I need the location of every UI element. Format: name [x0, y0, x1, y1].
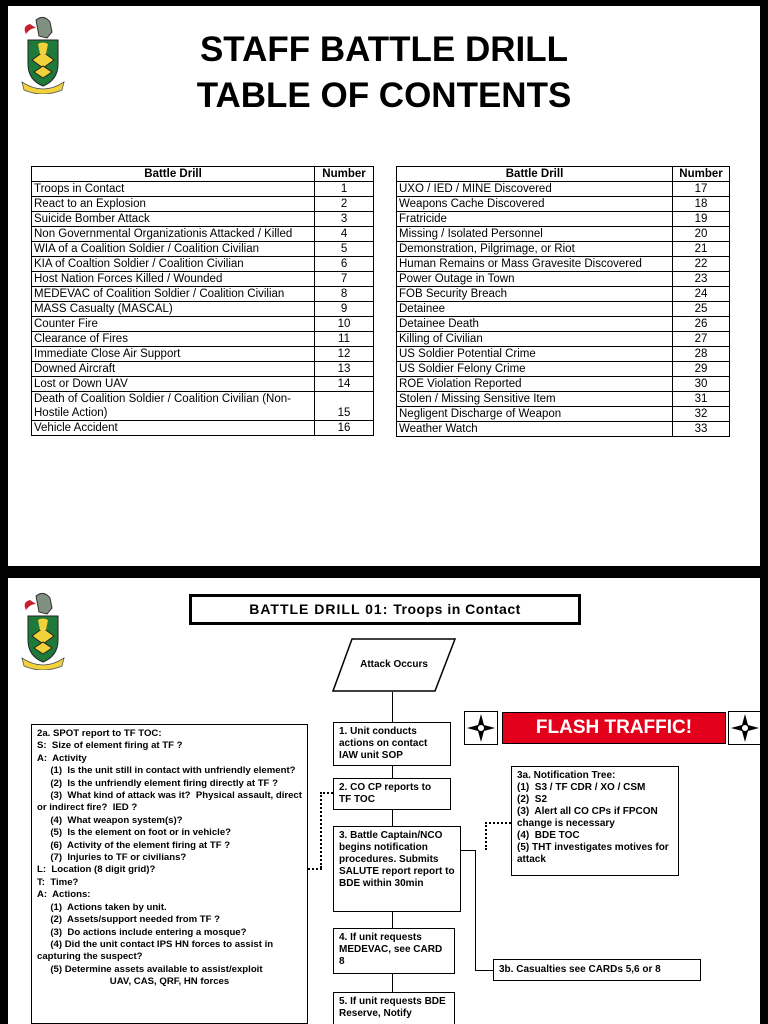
list-item: (2) Is the unfriendly element firing directly at TF ? — [37, 777, 278, 789]
toc-row — [397, 317, 730, 332]
flash-traffic-banner — [460, 709, 760, 747]
toc-row — [397, 257, 730, 272]
dotted-connector — [320, 792, 322, 868]
drill-name-cell: Clearance of Fires — [32, 332, 315, 347]
drill-number-cell: 26 — [673, 317, 730, 332]
drill-name-cell: Non Governmental Organizationis Attacked / Killed — [32, 227, 315, 242]
list-item: T: Time? — [37, 876, 79, 888]
toc-row — [32, 242, 374, 257]
toc-row — [32, 212, 374, 227]
toc-row — [32, 332, 374, 347]
drill-number-cell: 18 — [673, 197, 730, 212]
drill-number-cell: 33 — [673, 422, 730, 437]
step-4-box: 4. If unit requests MEDEVAC, see CARD 8 — [333, 928, 455, 974]
drill-banner-prefix: BATTLE DRILL 01: — [249, 601, 389, 617]
list-item: (3) Alert all CO CPs if FPCON change is necessary — [517, 806, 661, 829]
drill-name-cell: WIA of a Coalition Soldier / Coalition Civilian — [32, 242, 315, 257]
compass-rose-icon — [464, 711, 498, 745]
drill-number-cell: 23 — [673, 272, 730, 287]
drill-name-cell: Immediate Close Air Support — [32, 347, 315, 362]
toc-row — [397, 227, 730, 242]
drill-name-cell: UXO / IED / MINE Discovered — [397, 182, 673, 197]
drill-banner-title: Troops in Contact — [393, 601, 521, 617]
drill-number-cell: 12 — [315, 347, 374, 362]
dotted-connector — [485, 822, 511, 824]
drill-number-cell: 30 — [673, 377, 730, 392]
toc-row — [397, 347, 730, 362]
drill-number-cell: 16 — [315, 421, 374, 436]
toc-row — [397, 407, 730, 422]
drill-name-cell: Negligent Discharge of Weapon — [397, 407, 673, 422]
dotted-connector — [320, 792, 333, 794]
drill-number-cell: 5 — [315, 242, 374, 257]
dotted-connector — [485, 822, 487, 850]
drill-number-cell: 3 — [315, 212, 374, 227]
list-item: (3) What kind of attack was it? Physical assault, direct or indirect fire? IED ? — [37, 790, 305, 814]
drill-name-cell: Stolen / Missing Sensitive Item — [397, 392, 673, 407]
drill-name-cell: Detainee Death — [397, 317, 673, 332]
column-header-number: Number — [673, 167, 730, 182]
drill-name-cell: FOB Security Breach — [397, 287, 673, 302]
list-item: L: Location (8 digit grid)? — [37, 864, 156, 876]
drill-number-cell: 15 — [315, 392, 374, 421]
drill-number-cell: 7 — [315, 272, 374, 287]
drill-number-cell: 28 — [673, 347, 730, 362]
drill-name-cell: MEDEVAC of Coalition Soldier / Coalition Civilian — [32, 287, 315, 302]
column-header-drill: Battle Drill — [397, 167, 673, 182]
toc-row — [397, 422, 730, 437]
drill-number-cell: 9 — [315, 302, 374, 317]
drill-name-cell: Vehicle Accident — [32, 421, 315, 436]
column-header-number: Number — [315, 167, 374, 182]
drill-name-cell: Counter Fire — [32, 317, 315, 332]
drill-name-cell: Power Outage in Town — [397, 272, 673, 287]
drill-number-cell: 19 — [673, 212, 730, 227]
drill-name-cell: Missing / Isolated Personnel — [397, 227, 673, 242]
toc-row — [397, 287, 730, 302]
drill-number-cell: 31 — [673, 392, 730, 407]
drill-name-cell: ROE Violation Reported — [397, 377, 673, 392]
drill-number-cell: 17 — [673, 182, 730, 197]
list-item: (1) S3 / TF CDR / XO / CSM — [517, 782, 646, 793]
drill-banner — [189, 594, 581, 625]
list-item: S: Size of element firing at TF ? — [37, 740, 183, 752]
toc-row — [32, 182, 374, 197]
drill-number-cell: 1 — [315, 182, 374, 197]
list-item: (5) Is the element on foot or in vehicle? — [37, 827, 232, 839]
list-item: (6) Activity of the element firing at TF ? — [37, 839, 231, 851]
connector-line — [392, 692, 393, 722]
toc-row — [397, 377, 730, 392]
start-node-label: Attack Occurs — [360, 659, 428, 670]
drill-name-cell: Detainee — [397, 302, 673, 317]
toc-row — [32, 421, 374, 436]
drill-name-cell: Weather Watch — [397, 422, 673, 437]
drill-name-cell: Human Remains or Mass Gravesite Discovered — [397, 257, 673, 272]
connector-line — [392, 766, 393, 778]
list-item: A: Actions: — [37, 889, 91, 901]
toc-row — [32, 272, 374, 287]
step-2-box: 2. CO CP reports to TF TOC — [333, 778, 451, 810]
drill-name-cell: KIA of Coaltion Soldier / Coalition Civilian — [32, 257, 315, 272]
toc-row — [397, 242, 730, 257]
drill-name-cell: Fratricide — [397, 212, 673, 227]
drill-number-cell: 29 — [673, 362, 730, 377]
drill-number-cell: 22 — [673, 257, 730, 272]
flash-traffic-label: FLASH TRAFFIC! — [502, 712, 726, 744]
drill-name-cell: Host Nation Forces Killed / Wounded — [32, 272, 315, 287]
spot-report-box — [31, 724, 308, 1024]
drill-number-cell: 4 — [315, 227, 374, 242]
drill-number-cell: 14 — [315, 377, 374, 392]
toc-row — [397, 332, 730, 347]
toc-row — [397, 392, 730, 407]
list-item: (1) Actions taken by unit. — [37, 901, 167, 913]
drill-name-cell: US Soldier Felony Crime — [397, 362, 673, 377]
drill-number-cell: 11 — [315, 332, 374, 347]
drill-name-cell: Troops in Contact — [32, 182, 315, 197]
connector-line — [461, 850, 475, 851]
battle-drill-slide — [8, 578, 760, 1024]
toc-row — [32, 377, 374, 392]
drill-number-cell: 2 — [315, 197, 374, 212]
connector-line — [475, 850, 476, 970]
connector-line — [475, 970, 493, 971]
list-item: (2) S2 — [517, 794, 548, 805]
step-5-box: 5. If unit requests BDE Reserve, Notify — [333, 992, 455, 1024]
drill-number-cell: 21 — [673, 242, 730, 257]
toc-row — [397, 302, 730, 317]
toc-row — [32, 392, 374, 421]
drill-number-cell: 6 — [315, 257, 374, 272]
step-1-box: 1. Unit conducts actions on contact IAW unit SOP — [333, 722, 451, 766]
toc-row — [32, 227, 374, 242]
drill-name-cell: Killing of Civilian — [397, 332, 673, 347]
toc-row — [32, 287, 374, 302]
toc-row — [32, 302, 374, 317]
toc-row — [32, 197, 374, 212]
list-item: (5) THT investigates motives for attack — [517, 842, 672, 865]
list-item: UAV, CAS, QRF, HN forces — [109, 976, 230, 988]
toc-row — [397, 212, 730, 227]
list-item: 3a. Notification Tree: — [517, 770, 616, 781]
list-item: (4) BDE TOC — [517, 830, 580, 841]
list-item: (7) Injuries to TF or civilians? — [37, 852, 187, 864]
toc-title-line2: TABLE OF CONTENTS — [196, 76, 572, 115]
drill-number-cell: 8 — [315, 287, 374, 302]
toc-row — [32, 347, 374, 362]
list-item: (4) Did the unit contact IPS HN forces to assist in capturing the suspect? — [37, 938, 276, 963]
drill-name-cell: MASS Casualty (MASCAL) — [32, 302, 315, 317]
list-item: A: Activity — [37, 752, 87, 764]
unit-crest-icon — [20, 592, 66, 670]
list-item: (2) Assets/support needed from TF ? — [37, 914, 221, 926]
toc-row — [397, 362, 730, 377]
drill-number-cell: 25 — [673, 302, 730, 317]
drill-name-cell: Death of Coalition Soldier / Coalition Civilian (Non-Hostile Action) — [32, 392, 315, 421]
connector-line — [392, 810, 393, 826]
list-item: (1) Is the unit still in contact with unfriendly element? — [37, 765, 296, 777]
drill-name-cell: Lost or Down UAV — [32, 377, 315, 392]
dotted-connector — [308, 868, 322, 870]
drill-name-cell: Downed Aircraft — [32, 362, 315, 377]
step-3-box: 3. Battle Captain/NCO begins notification procedures. Submits SALUTE report report to BDE within 30min — [333, 826, 461, 912]
drill-number-cell: 20 — [673, 227, 730, 242]
toc-table-right — [396, 166, 730, 437]
list-item: 2a. SPOT report to TF TOC: — [37, 728, 162, 739]
drill-name-cell: Weapons Cache Discovered — [397, 197, 673, 212]
list-item: (5) Determine assets available to assist/exploit — [37, 963, 263, 975]
drill-name-cell: Suicide Bomber Attack — [32, 212, 315, 227]
toc-table-left — [31, 166, 374, 436]
drill-name-cell: React to an Explosion — [32, 197, 315, 212]
list-item: (4) What weapon system(s)? — [37, 814, 183, 826]
drill-number-cell: 32 — [673, 407, 730, 422]
toc-row — [397, 197, 730, 212]
compass-rose-icon — [728, 711, 760, 745]
list-item: (3) Do actions include entering a mosque? — [37, 926, 247, 938]
toc-slide — [8, 6, 760, 566]
drill-name-cell: Demonstration, Pilgrimage, or Riot — [397, 242, 673, 257]
step-3b-box: 3b. Casualties see CARDs 5,6 or 8 — [493, 959, 701, 981]
step-3a-box — [511, 766, 679, 876]
column-header-drill: Battle Drill — [32, 167, 315, 182]
toc-row — [32, 257, 374, 272]
toc-row — [32, 317, 374, 332]
drill-number-cell: 24 — [673, 287, 730, 302]
drill-number-cell: 13 — [315, 362, 374, 377]
toc-row — [32, 362, 374, 377]
toc-row — [397, 182, 730, 197]
drill-number-cell: 27 — [673, 332, 730, 347]
drill-number-cell: 10 — [315, 317, 374, 332]
connector-line — [392, 912, 393, 928]
drill-name-cell: US Soldier Potential Crime — [397, 347, 673, 362]
toc-row — [397, 272, 730, 287]
toc-title-line1: STAFF BATTLE DRILL — [199, 30, 569, 69]
